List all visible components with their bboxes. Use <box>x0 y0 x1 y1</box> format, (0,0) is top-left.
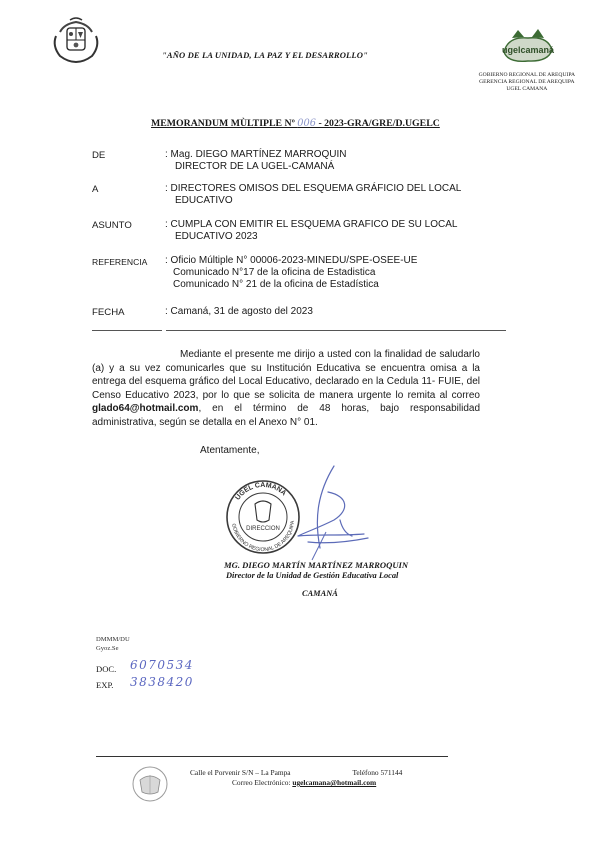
a-label: A <box>92 184 99 195</box>
footer-address-line <box>190 768 460 778</box>
body-paragraph <box>92 348 480 430</box>
footer-seal-icon <box>128 764 172 804</box>
a-line-2: EDUCATIVO <box>175 195 233 206</box>
handwritten-signature <box>268 462 388 562</box>
gov-line-1: GOBIERNO REGIONAL DE AREQUIPA <box>478 72 575 78</box>
referencia-value <box>165 255 417 291</box>
separator-right <box>166 330 506 331</box>
signer-place: CAMANÁ <box>302 589 338 598</box>
footer-email-line <box>190 778 460 788</box>
asunto-label: ASUNTO <box>92 220 132 231</box>
de-value <box>165 149 347 173</box>
stamp-top-text: UGEL CAMANÁ <box>234 481 288 502</box>
a-value <box>165 183 461 207</box>
fecha-label: FECHA <box>92 307 125 318</box>
exp-label: EXP. <box>96 680 114 690</box>
year-slogan: "AÑO DE LA UNIDAD, LA PAZ Y EL DESARROLLO" <box>162 50 368 60</box>
signer-name: MG. DIEGO MARTÍN MARTÍNEZ MARROQUIN <box>224 560 409 570</box>
ref-line-2: Comunicado N°17 de la oficina de Estadistica <box>173 267 376 278</box>
closing-text: Atentamente, <box>200 445 260 456</box>
gov-line-3: UGEL CAMANA <box>506 86 548 92</box>
doc-number: 6070534 <box>130 658 194 672</box>
peru-coat-of-arms-icon <box>50 16 102 66</box>
a-line-1: : DIRECTORES OMISOS DEL ESQUEMA GRÁFICIO DEL LOCAL <box>165 183 462 194</box>
memo-title-suffix: - 2023-GRA/GRE/D.UGELC <box>316 118 440 129</box>
footer-phone: Teléfono 571144 <box>352 768 403 777</box>
government-header <box>479 72 575 93</box>
body-email: glado64@hotmail.com <box>92 403 199 415</box>
exp-number: 3838420 <box>130 675 194 689</box>
signer-role: Director de la Unidad de Gestión Educativa Local <box>226 571 399 580</box>
body-text-start: Mediante el presente me dirijo a usted con la finalidad de saludarlo (a) y a su vez comunicarles que su Institución Educativa se encuentra omisa a la entrega del esquema gráfico del Local Educativo, declarado en la Cedula 11- FUIE, del Censo Educativo 2023, por lo que se solicita de manera urgente lo remita al correo <box>92 349 480 401</box>
memo-body <box>92 348 480 430</box>
svg-text:ugelcamaná: ugelcamaná <box>501 45 555 55</box>
gov-line-2: GERENCIA REGIONAL DE AREQUIPA <box>479 79 575 85</box>
asunto-value <box>165 219 457 243</box>
ref-line-1: : Oficio Múltiple N° 00006-2023-MINEDU/SPE-OSEE-UE <box>165 255 418 266</box>
footer-contact <box>190 768 460 788</box>
fecha-value: : Camaná, 31 de agosto del 2023 <box>165 306 313 317</box>
footer-divider <box>96 756 448 757</box>
initials-line-1: DMMM/DU <box>96 636 130 643</box>
stamp-bottom-text: GOBIERNO REGIONAL DE AREQUIPA <box>230 520 297 554</box>
referencia-label: REFERENCIA <box>92 257 148 267</box>
de-line-1: : Mag. DIEGO MARTÍNEZ MARROQUIN <box>165 149 347 160</box>
doc-label: DOC. <box>96 664 117 674</box>
body-text-end: , en el término de 48 horas, bajo responsabilidad administrativa, según se detalla en el Anexo N° 01. <box>92 403 480 428</box>
de-line-2: DIRECTOR DE LA UGEL-CAMANÁ <box>175 161 335 172</box>
separator-left <box>92 330 162 331</box>
asunto-line-2: EDUCATIVO 2023 <box>175 231 258 242</box>
memo-title-prefix: MEMORANDUM MÙLTIPLE Nº <box>151 118 298 129</box>
memo-title <box>151 118 440 129</box>
ref-line-3: Comunicado N° 21 de la oficina de Estadística <box>173 279 379 290</box>
memo-number: 006 <box>297 118 316 129</box>
asunto-line-1: : CUMPLA CON EMITIR EL ESQUEMA GRAFICO DE SU LOCAL <box>165 219 458 230</box>
footer-address: Calle el Porvenir S/N – La Pampa <box>190 768 291 777</box>
stamp-mid-text: DIRECCION <box>246 526 280 532</box>
initials-line-2: Gyoz.Se <box>96 645 119 652</box>
ugel-camana-logo <box>498 28 558 68</box>
footer-email-label: Correo Electrónico: <box>232 778 293 787</box>
footer-email-link[interactable]: ugelcamana@hotmail.com <box>292 778 377 787</box>
de-label: DE <box>92 150 106 161</box>
